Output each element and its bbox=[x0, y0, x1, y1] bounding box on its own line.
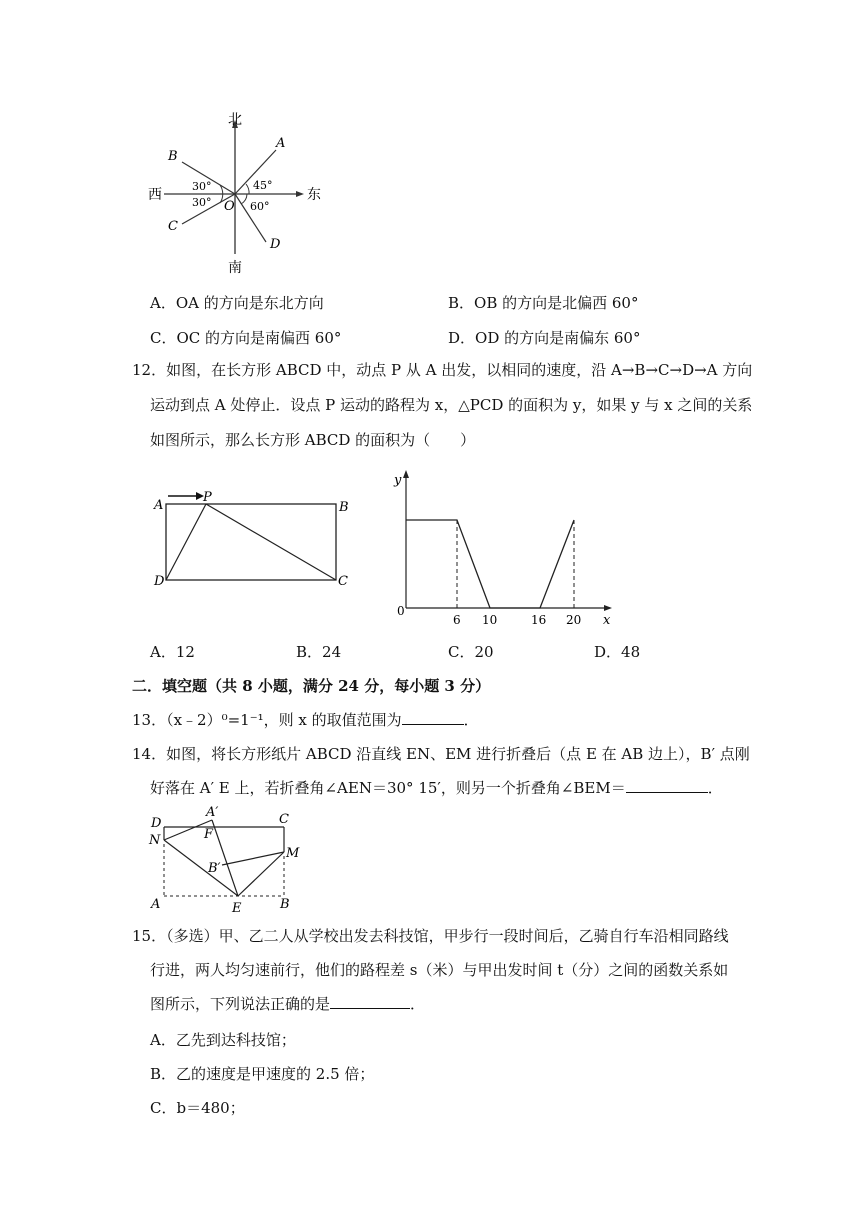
label-b: B bbox=[280, 897, 290, 912]
segment-pd bbox=[166, 504, 206, 580]
q11-option-b: B．OB 的方向是北偏西 60° bbox=[448, 294, 639, 312]
angle-30-upper: 30° bbox=[192, 180, 212, 193]
point-c-label: C bbox=[168, 219, 178, 234]
y-axis-label: y bbox=[394, 473, 402, 488]
q14-stem-line-2 bbox=[150, 778, 723, 798]
tick-10: 10 bbox=[482, 613, 498, 627]
point-a-label: A bbox=[276, 136, 286, 151]
q11-option-a: A．OA 的方向是东北方向 bbox=[150, 294, 324, 312]
segment-pc bbox=[206, 504, 336, 580]
q15-text: 图所示，下列说法正确的是 bbox=[150, 995, 331, 1013]
q14-end: ． bbox=[707, 779, 723, 797]
q11-option-d: D．OD 的方向是南偏东 60° bbox=[448, 329, 641, 347]
point-a: A bbox=[154, 498, 164, 513]
edge-b2m bbox=[222, 852, 284, 865]
q12-stem-line-3: 如图所示，那么长方形 ABCD 的面积为（ ） bbox=[150, 431, 476, 449]
east-label: 东 bbox=[307, 187, 321, 203]
tick-6: 6 bbox=[453, 613, 461, 627]
label-n: N bbox=[149, 833, 161, 848]
q11-option-c: C．OC 的方向是南偏西 60° bbox=[150, 329, 342, 347]
q12-stem-line-1: 12．如图，在长方形 ABCD 中，动点 P 从 A 出发，以相同的速度，沿 A→B→C→D→A 方向 bbox=[132, 361, 753, 379]
label-b-prime: B′ bbox=[208, 861, 221, 876]
q12-option-b: B．24 bbox=[296, 643, 342, 661]
section-heading: 二．填空题（共 8 小题，满分 24 分，每小题 3 分） bbox=[132, 677, 491, 695]
q14-text: 好落在 A′ E 上，若折叠角∠AEN＝30° 15′，则另一个折叠角∠BEM＝ bbox=[150, 779, 626, 797]
origin-label: 0 bbox=[397, 604, 405, 618]
label-m: M bbox=[286, 846, 300, 861]
point-p: P bbox=[203, 490, 212, 505]
q13-answer-blank[interactable] bbox=[402, 710, 464, 725]
angle-60: 60° bbox=[250, 200, 270, 213]
south-label: 南 bbox=[228, 260, 242, 276]
function-graph bbox=[384, 460, 620, 628]
folding-figure bbox=[146, 800, 306, 916]
rectangle-abcd bbox=[166, 504, 336, 580]
fold-me bbox=[238, 852, 284, 896]
q15-stem-line-2: 行进，两人均匀速前行，他们的路程差 s（米）与甲出发时间 t（分）之间的函数关系如 bbox=[150, 961, 729, 979]
q14-answer-blank[interactable] bbox=[626, 778, 708, 793]
q15-option-c: C．b＝480； bbox=[150, 1099, 245, 1117]
q13-stem bbox=[132, 710, 479, 730]
label-d: D bbox=[151, 816, 162, 831]
edge-a2e bbox=[212, 820, 238, 896]
q15-end: ． bbox=[410, 995, 426, 1013]
q15-stem-line-1: 15．（多选）甲、乙二人从学校出发去科技馆，甲步行一段时间后，乙骑自行车沿相同路线 bbox=[132, 927, 729, 945]
label-a: A bbox=[151, 897, 161, 912]
point-b-label: B bbox=[168, 149, 178, 164]
q15-option-a: A．乙先到达科技馆； bbox=[150, 1031, 296, 1049]
point-d: D bbox=[154, 574, 165, 589]
q15-option-b: B．乙的速度是甲速度的 2.5 倍； bbox=[150, 1065, 375, 1083]
q15-answer-blank[interactable] bbox=[330, 994, 410, 1009]
point-c: C bbox=[338, 574, 348, 589]
point-o-label: O bbox=[224, 199, 235, 214]
angle-30-lower: 30° bbox=[192, 196, 212, 209]
rectangle-figure bbox=[150, 484, 360, 594]
q12-stem-line-2: 运动到点 A 处停止．设点 P 运动的路程为 x，△PCD 的面积为 y，如果 y 与 x 之间的关系 bbox=[150, 396, 753, 414]
tick-16: 16 bbox=[531, 613, 547, 627]
point-b: B bbox=[339, 500, 349, 515]
label-a-prime: A′ bbox=[206, 805, 219, 820]
label-c: C bbox=[279, 812, 289, 827]
fold-ne bbox=[164, 840, 238, 896]
west-label: 西 bbox=[148, 187, 162, 203]
north-label: 北 bbox=[228, 112, 242, 128]
point-d-label: D bbox=[270, 237, 281, 252]
label-e: E bbox=[232, 901, 242, 916]
tick-20: 20 bbox=[566, 613, 582, 627]
q12-option-c: C．20 bbox=[448, 643, 494, 661]
x-axis-label: x bbox=[603, 613, 611, 628]
q13-end: ． bbox=[463, 711, 479, 729]
q13-text: 13．（x﹣2）⁰=1⁻¹，则 x 的取值范围为 bbox=[132, 711, 402, 729]
angle-45: 45° bbox=[253, 179, 273, 192]
q14-stem-line-1: 14．如图，将长方形纸片 ABCD 沿直线 EN、EM 进行折叠后（点 E 在 AB 边上），B′ 点刚 bbox=[132, 745, 750, 763]
q15-stem-line-3 bbox=[150, 994, 425, 1014]
compass-figure bbox=[148, 112, 328, 276]
q12-option-a: A．12 bbox=[150, 643, 195, 661]
q12-option-d: D．48 bbox=[594, 643, 641, 661]
label-f: F bbox=[204, 827, 214, 842]
